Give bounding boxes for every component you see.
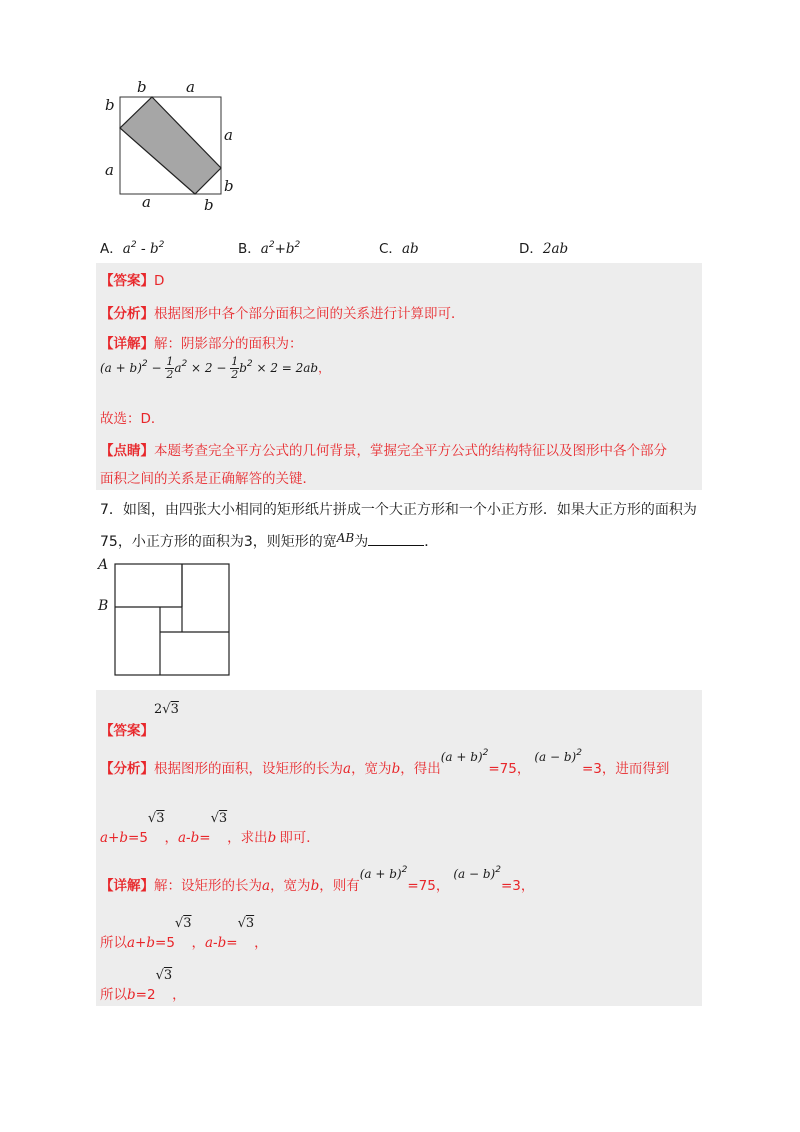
q7-so-2: 所以b=2√3， xyxy=(100,968,186,1003)
q6-answer: 【答案】D xyxy=(100,273,165,289)
q6-analysis: 【分析】根据图形中各个部分面积之间的关系进行计算即可． xyxy=(100,306,465,322)
option-d: D．2ab xyxy=(519,241,569,257)
label-left-a: a xyxy=(105,161,114,179)
label-left-b: b xyxy=(105,96,115,114)
q6-detail: 【详解】解：阴影部分的面积为： xyxy=(100,336,303,352)
q7-stem-line2: 75，小正方形的面积为3，则矩形的宽AB为 ． xyxy=(100,531,439,550)
q7-analysis: 【分析】根据图形的面积，设矩形的长为a，宽为b，得出$(a + b)^2=75$，$(a - b)^2=3$，进而得到 xyxy=(100,748,670,777)
q6-comment-2: 面积之间的关系是正确解答的关键． xyxy=(100,471,316,487)
option-c: C．ab xyxy=(379,241,419,257)
answer-blank xyxy=(368,533,424,546)
q7-analysis-2: a+b=5√3，a-b=√3，求出b 即可． xyxy=(100,811,320,846)
label-right-b: b xyxy=(224,177,234,195)
label-B: B xyxy=(98,598,109,614)
rectangles-diagram xyxy=(96,558,236,678)
q6-choose: 故选：D． xyxy=(100,411,165,427)
label-bottom-a: a xyxy=(142,193,151,211)
q7-detail: 【详解】解：设矩形的长为a，宽为b，则有$(a + b)^2=75$，$(a - b)^2=3$， xyxy=(100,865,535,894)
figure-square-shaded xyxy=(100,75,250,215)
q7-answer: 【答案】2√3 xyxy=(100,702,179,739)
q6-formula: $(a + b)^2$ − $\frac{1}{2}$ $a^2 \times 2$ − $\frac{1}{2}$ $b^2 \times 2 = 2ab$， xyxy=(100,355,331,381)
label-A: A xyxy=(98,557,109,573)
option-a: A．$a^2 - b^2$ xyxy=(100,240,165,257)
label-bottom-b: b xyxy=(204,196,214,214)
label-top-a: a xyxy=(186,78,195,96)
label-right-a: a xyxy=(224,126,233,144)
q6-comment-1: 【点睛】本题考查完全平方公式的几何背景，掌握完全平方公式的结构特征以及图形中各个部分 xyxy=(100,443,667,459)
q7-explanation-box xyxy=(96,690,702,1006)
q7-stem-line1: 7．如图，由四张大小相同的矩形纸片拼成一个大正方形和一个小正方形．如果大正方形的面积为 xyxy=(100,502,697,518)
figure-four-rectangles xyxy=(96,558,236,678)
option-b: B．$a^2+b^2$ xyxy=(238,240,301,257)
q7-so-1: 所以a+b=5√3，a-b=√3， xyxy=(100,916,268,951)
label-top-b: b xyxy=(137,78,147,96)
